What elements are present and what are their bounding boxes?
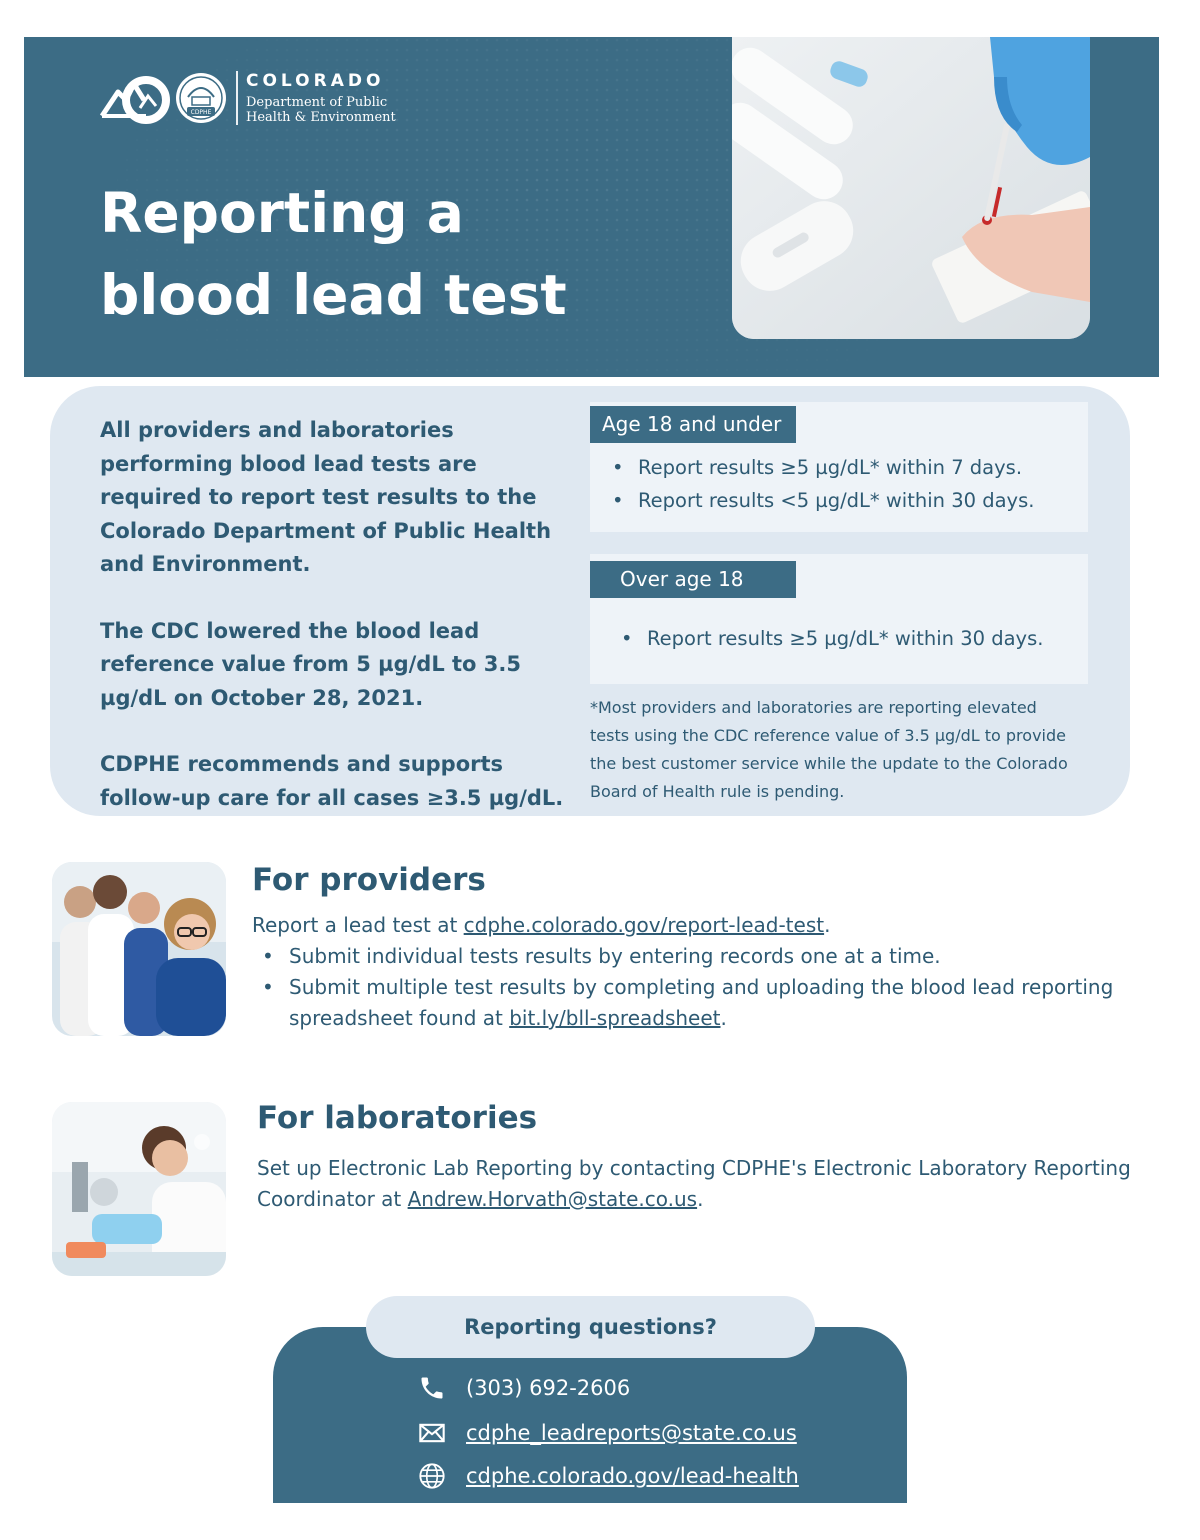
age-18-under-box [590, 402, 1088, 532]
coordinator-email-link[interactable]: Andrew.Horvath@state.co.us [407, 1187, 698, 1211]
page-title [100, 172, 567, 336]
intro-paragraph-3: CDPHE recommends and supports follow-up care for all cases ≥3.5 µg/dL. [100, 752, 564, 810]
dept-line-2: Health & Environment [246, 110, 396, 125]
globe-icon [418, 1462, 446, 1490]
laboratories-text [257, 1153, 1137, 1215]
logo-divider [236, 71, 238, 125]
title-line-2: blood lead test [100, 263, 567, 327]
cdphe-logo [100, 70, 396, 126]
list-item: • Report results ≥5 µg/dL* within 7 days. [612, 451, 1034, 484]
medical-staff-illustration [52, 862, 226, 1036]
providers-intro [252, 910, 1152, 941]
cdphe-seal-icon [174, 71, 228, 125]
providers-photo [52, 862, 226, 1036]
seal-text: CDPHE [190, 109, 212, 116]
intro-text [100, 414, 580, 848]
list-item: • Submit individual tests results by entering records one at a time. [262, 941, 1152, 972]
intro-paragraph-2: The CDC lowered the blood lead reference value from 5 µg/dL to 3.5 µg/dL on October 28, 2021. [100, 618, 521, 710]
footnote: *Most providers and laboratories are reporting elevated tests using the CDC reference value of 3.5 µg/dL to provide the best customer service while the update to the Colorado Board of Health rule is pending. [590, 698, 1068, 801]
lead-health-website-link[interactable]: cdphe.colorado.gov/lead-health [466, 1464, 799, 1488]
list-item [262, 972, 1152, 1034]
labs-text-suffix: . [697, 1187, 704, 1211]
phone-icon [418, 1374, 446, 1402]
providers-intro-prefix: Report a lead test at [252, 913, 464, 937]
bullet2-suffix: . [720, 1006, 727, 1030]
bullet2-prefix: Submit multiple test results by completing and uploading the blood lead reporting spreadsheet found at [289, 975, 1114, 1030]
list-item: • Report results <5 µg/dL* within 30 days. [612, 484, 1034, 517]
providers-title: For providers [252, 862, 486, 898]
title-line-1: Reporting a [100, 181, 464, 245]
envelope-icon [418, 1419, 446, 1447]
over-18-list [621, 622, 1043, 655]
providers-text [252, 910, 1152, 1034]
age-18-under-list [612, 451, 1034, 517]
blood-test-illustration [732, 37, 1090, 339]
info-panel [50, 386, 1130, 816]
list-item: • Report results ≥5 µg/dL* within 30 days. [621, 622, 1043, 655]
contact-heading: Reporting questions? [366, 1296, 815, 1358]
report-lead-test-link[interactable]: cdphe.colorado.gov/report-lead-test [463, 913, 825, 937]
age-group-label: Over age 18 [590, 561, 796, 598]
org-name: COLORADO [246, 71, 385, 91]
laboratories-title: For laboratories [257, 1100, 538, 1136]
contact-email-link[interactable]: cdphe_leadreports@state.co.us [466, 1421, 797, 1445]
blood-test-photo [732, 37, 1090, 339]
labs-text-prefix: Set up Electronic Lab Reporting by contacting CDPHE's Electronic Laboratory Reporting Coordinator at [257, 1156, 1131, 1211]
providers-intro-suffix: . [824, 913, 831, 937]
logo-text [246, 71, 396, 125]
lab-scientists-illustration [52, 1102, 226, 1276]
website-row [418, 1462, 799, 1490]
colorado-logo-icon [100, 70, 170, 126]
over-18-box [590, 554, 1088, 684]
phone-number: (303) 692-2606 [466, 1376, 631, 1400]
age-group-label: Age 18 and under [590, 406, 796, 443]
phone-row [418, 1374, 630, 1402]
laboratories-photo [52, 1102, 226, 1276]
header-banner [24, 37, 1159, 377]
email-row [418, 1419, 797, 1447]
dept-line-1: Department of Public [246, 95, 388, 110]
spreadsheet-link[interactable]: bit.ly/bll-spreadsheet [509, 1006, 721, 1030]
intro-paragraph-1: All providers and laboratories performing blood lead tests are required to report test results to the Colorado Department of Public Health and Environment. [100, 418, 552, 576]
providers-list [252, 941, 1152, 1034]
